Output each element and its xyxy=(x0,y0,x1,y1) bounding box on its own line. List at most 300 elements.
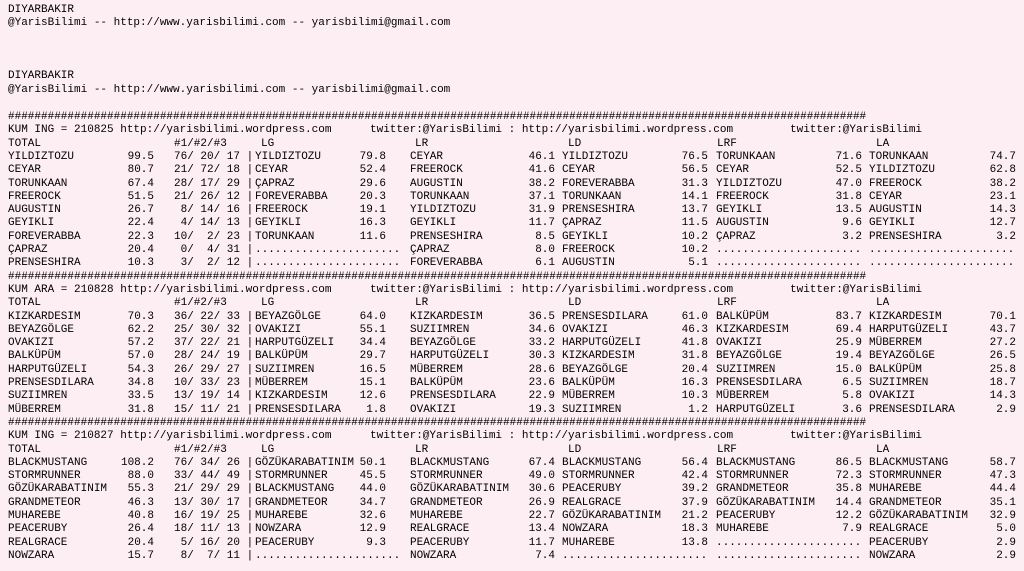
lg-score: 20.3 xyxy=(359,190,386,203)
la-horse: MÜBERREM xyxy=(869,337,922,350)
lg-horse: MUHAREBE xyxy=(255,510,308,522)
ld-horse: FOREVERABBA xyxy=(562,177,635,190)
la-score: 44.4 xyxy=(989,483,1016,496)
lg-score: 79.8 xyxy=(359,150,386,163)
lr-score: 38.2 xyxy=(528,177,555,190)
la-score: 3.2 xyxy=(996,230,1016,243)
la-horse: AUGUSTIN xyxy=(869,204,922,217)
col-lg: LG xyxy=(261,443,275,456)
la-horse: STORMRUNNER xyxy=(869,470,942,483)
la-horse: MUHAREBE xyxy=(869,483,922,496)
placings: 15/ 11/ 21 | xyxy=(174,403,254,416)
lr-horse: GÖZÜKARABATINIM xyxy=(410,483,510,496)
ld-score: 18.3 xyxy=(681,523,708,536)
table-row xyxy=(0,404,1024,417)
lg-score: 12.6 xyxy=(359,390,386,403)
lrf-score: 52.5 xyxy=(835,164,862,177)
placings: 8/ 14/ 16 | xyxy=(174,204,254,217)
la-score: 23.1 xyxy=(989,190,1016,203)
table-row xyxy=(0,257,1024,270)
placings: 4/ 14/ 13 | xyxy=(174,217,254,230)
lrf-horse: HARPUTGÜZELI xyxy=(716,403,796,416)
lrf-horse: TORUNKAAN xyxy=(716,150,776,163)
lrf-horse: ...................... xyxy=(716,257,862,270)
horse-name: KIZKARDESIM xyxy=(8,310,81,323)
lrf-horse: AUGUSTIN xyxy=(716,217,769,230)
la-score: 62.8 xyxy=(989,164,1016,177)
lg-horse: YILDIZTOZU xyxy=(255,150,322,163)
ld-score: 11.5 xyxy=(681,217,708,230)
lr-horse: AUGUSTIN xyxy=(410,177,463,190)
la-score: 18.7 xyxy=(989,377,1016,389)
placings: 16/ 19/ 25 | xyxy=(174,510,254,522)
lr-score: 37.1 xyxy=(528,190,555,203)
ld-horse: PRENSESDILARA xyxy=(562,310,648,323)
ld-score: 31.3 xyxy=(681,177,708,190)
lr-score: 30.6 xyxy=(528,483,555,496)
lrf-score: 47.0 xyxy=(835,177,862,190)
lrf-horse: ...................... xyxy=(716,244,862,256)
lg-horse: TORUNKAAN xyxy=(255,230,315,243)
lrf-score: 72.3 xyxy=(835,470,862,483)
horse-name: SUZIIMREN xyxy=(8,390,68,403)
lr-score: 13.4 xyxy=(528,523,555,536)
horse-name: MUHAREBE xyxy=(8,510,61,522)
lrf-score: 7.9 xyxy=(842,523,862,536)
lrf-horse: MUHAREBE xyxy=(716,523,769,536)
lg-score: 55.1 xyxy=(359,323,386,336)
lrf-score: 12.2 xyxy=(835,510,862,522)
table-row xyxy=(0,217,1024,230)
total-score: 80.7 xyxy=(127,164,154,177)
lg-score: 32.6 xyxy=(359,510,386,522)
lg-horse: BALKÜPÜM xyxy=(255,350,308,363)
lrf-score: 9.6 xyxy=(842,217,862,230)
table-row xyxy=(0,337,1024,350)
header-city-2: DIYARBAKIR xyxy=(8,70,75,82)
ld-horse: AUGUSTIN xyxy=(562,257,615,270)
separator: ################################################################################################################################## xyxy=(8,416,867,429)
lr-score: 28.6 xyxy=(528,363,555,376)
la-score: 14.3 xyxy=(989,390,1016,403)
la-horse: GÖZÜKARABATINIM xyxy=(869,510,969,522)
lr-horse: HARPUTGÜZELI xyxy=(410,350,490,363)
placings: 28/ 17/ 29 | xyxy=(174,177,254,190)
total-score: 99.5 xyxy=(127,150,154,163)
la-score: 27.2 xyxy=(989,337,1016,350)
column-header-row xyxy=(0,297,1024,310)
col-lrf: LRF xyxy=(717,137,737,150)
lr-score: 67.4 xyxy=(528,456,555,469)
lr-score: 22.9 xyxy=(528,390,555,403)
ld-score: 1.2 xyxy=(688,403,708,416)
lr-horse: NOWZARA xyxy=(410,549,457,562)
col-lr: LR xyxy=(415,297,429,310)
col-lr: LR xyxy=(415,443,429,456)
horse-name: BLACKMUSTANG xyxy=(8,456,88,469)
col-total: TOTAL xyxy=(8,297,42,310)
table-row xyxy=(0,470,1024,483)
lg-score: 1.8 xyxy=(366,403,386,416)
lr-horse: KIZKARDESIM xyxy=(410,310,483,323)
la-score: 35.1 xyxy=(989,496,1016,509)
race-title-row xyxy=(0,284,1024,297)
horse-name: PRENSESHIRA xyxy=(8,257,81,270)
ld-score: 14.1 xyxy=(681,190,708,203)
lg-horse: PRENSESDILARA xyxy=(255,403,341,416)
table-row xyxy=(0,244,1024,257)
table-row xyxy=(0,311,1024,324)
la-horse: ...................... xyxy=(869,257,1015,270)
la-score: 2.9 xyxy=(996,549,1016,562)
separator: ################################################################################################################################## xyxy=(8,111,867,123)
ld-horse: GEYIKLI xyxy=(562,230,609,243)
lr-score: 34.6 xyxy=(528,323,555,336)
ld-score: 42.4 xyxy=(681,470,708,483)
lr-horse: FREEROCK xyxy=(410,164,463,177)
lr-horse: GEYIKLI xyxy=(410,217,457,230)
lr-score: 8.5 xyxy=(535,230,555,243)
lg-horse: GRANDMETEOR xyxy=(255,496,328,509)
lr-score: 11.7 xyxy=(528,217,555,230)
la-horse: TORUNKAAN xyxy=(869,150,929,163)
horse-name: MÜBERREM xyxy=(8,403,61,416)
ld-score: 21.2 xyxy=(681,510,708,522)
separator-line xyxy=(0,271,1024,284)
lrf-score: 31.8 xyxy=(835,190,862,203)
horse-name: GÖZÜKARABATINIM xyxy=(8,483,108,496)
lg-horse: PEACERUBY xyxy=(255,536,315,549)
la-horse: CEYAR xyxy=(869,190,903,203)
race-title: KUM ING = 210827 http://yarisbilimi.wordpress.com xyxy=(8,430,332,443)
header-contact-2: @YarisBilimi -- http://www.yarisbilimi.com -- yarisbilimi@gmail.com xyxy=(8,84,451,96)
col-positions: #1/#2/#3 xyxy=(174,137,227,150)
horse-name: ÇAPRAZ xyxy=(8,244,48,256)
lrf-horse: MÜBERREM xyxy=(716,390,769,403)
ld-horse: BALKÜPÜM xyxy=(562,377,615,389)
la-horse: PRENSESDILARA xyxy=(869,403,955,416)
la-horse: ...................... xyxy=(869,244,1015,256)
ld-horse: BEYAZGÖLGE xyxy=(562,363,629,376)
table-row xyxy=(0,350,1024,363)
col-ld: LD xyxy=(568,137,582,150)
lr-score: 46.1 xyxy=(528,150,555,163)
total-score: 62.2 xyxy=(127,323,154,336)
horse-name: TORUNKAAN xyxy=(8,177,68,190)
table-row xyxy=(0,151,1024,164)
table-row xyxy=(0,537,1024,550)
table-row xyxy=(0,191,1024,204)
horse-name: OVAKIZI xyxy=(8,337,55,350)
lr-horse: ÇAPRAZ xyxy=(410,244,450,256)
separator-line xyxy=(0,417,1024,430)
la-horse: HARPUTGÜZELI xyxy=(869,323,949,336)
lrf-horse: PRENSESDILARA xyxy=(716,377,802,389)
placings: 3/ 2/ 12 | xyxy=(174,257,254,270)
lg-horse: ÇAPRAZ xyxy=(255,177,295,190)
ld-score: 76.5 xyxy=(681,150,708,163)
col-la: LA xyxy=(876,297,890,310)
lg-horse: OVAKIZI xyxy=(255,323,302,336)
la-score: 12.7 xyxy=(989,217,1016,230)
la-score: 74.7 xyxy=(989,150,1016,163)
ld-horse: MÜBERREM xyxy=(562,390,615,403)
total-score: 70.3 xyxy=(127,310,154,323)
lrf-score: 15.0 xyxy=(835,363,862,376)
la-score: 26.5 xyxy=(989,350,1016,363)
lg-score: 44.0 xyxy=(359,483,386,496)
lrf-horse: FREEROCK xyxy=(716,190,769,203)
la-score: 5.0 xyxy=(996,523,1016,536)
ld-horse: TORUNKAAN xyxy=(562,190,622,203)
lg-score: 64.0 xyxy=(359,310,386,323)
lr-horse: OVAKIZI xyxy=(410,403,457,416)
la-score: 58.7 xyxy=(989,456,1016,469)
lg-score: 29.7 xyxy=(359,350,386,363)
ld-horse: REALGRACE xyxy=(562,496,622,509)
twitter-handle: twitter:@YarisBilimi xyxy=(790,283,923,296)
placings: 37/ 22/ 21 | xyxy=(174,337,254,350)
lr-score: 8.0 xyxy=(535,244,555,256)
la-score: 25.8 xyxy=(989,363,1016,376)
total-score: 33.5 xyxy=(127,390,154,403)
twitter-handle: twitter:@YarisBilimi xyxy=(790,430,923,443)
placings: 76/ 20/ 17 | xyxy=(174,150,254,163)
lr-horse: PRENSESHIRA xyxy=(410,230,483,243)
lr-horse: REALGRACE xyxy=(410,523,470,536)
horse-name: YILDIZTOZU xyxy=(8,150,75,163)
la-horse: SUZIIMREN xyxy=(869,377,929,389)
ld-score: 10.3 xyxy=(681,390,708,403)
header-city: DIYARBAKIR xyxy=(8,4,75,16)
table-row xyxy=(0,364,1024,377)
lrf-score: 69.4 xyxy=(835,323,862,336)
ld-horse: KIZKARDESIM xyxy=(562,350,635,363)
ld-score: 37.9 xyxy=(681,496,708,509)
lr-score: 33.2 xyxy=(528,337,555,350)
lr-horse: PEACERUBY xyxy=(410,536,470,549)
lg-score: 12.9 xyxy=(359,523,386,536)
ld-score: 41.8 xyxy=(681,337,708,350)
ld-score: 39.2 xyxy=(681,483,708,496)
la-horse: BALKÜPÜM xyxy=(869,363,922,376)
lrf-horse: OVAKIZI xyxy=(716,337,763,350)
lrf-score: 83.7 xyxy=(835,310,862,323)
lrf-score: 13.5 xyxy=(835,204,862,217)
total-score: 108.2 xyxy=(120,456,154,469)
lg-horse: CEYAR xyxy=(255,164,289,177)
lr-horse: MÜBERREM xyxy=(410,363,463,376)
col-la: LA xyxy=(876,443,890,456)
col-total: TOTAL xyxy=(8,137,42,150)
lr-horse: BEYAZGÖLGE xyxy=(410,337,477,350)
ld-score: 5.1 xyxy=(688,257,708,270)
ld-score: 10.2 xyxy=(681,230,708,243)
placings: 10/ 2/ 23 | xyxy=(174,230,254,243)
horse-name: CEYAR xyxy=(8,164,42,177)
header-contact: @YarisBilimi -- http://www.yarisbilimi.com -- yarisbilimi@gmail.com xyxy=(8,17,451,29)
twitter-link: twitter:@YarisBilimi : http://yarisbilimi.wordpress.com xyxy=(370,430,734,443)
lg-horse: ...................... xyxy=(255,257,401,270)
la-score: 14.3 xyxy=(989,204,1016,217)
ld-horse: FREEROCK xyxy=(562,244,615,256)
horse-name: AUGUSTIN xyxy=(8,204,61,217)
la-horse: OVAKIZI xyxy=(869,390,916,403)
lg-score: 16.5 xyxy=(359,363,386,376)
placings: 36/ 22/ 33 | xyxy=(174,310,254,323)
total-score: 55.3 xyxy=(127,483,154,496)
lrf-score: 86.5 xyxy=(835,456,862,469)
la-score: 2.9 xyxy=(996,403,1016,416)
total-score: 10.3 xyxy=(127,257,154,270)
ld-horse: GÖZÜKARABATINIM xyxy=(562,510,662,522)
placings: 13/ 19/ 14 | xyxy=(174,390,254,403)
col-total: TOTAL xyxy=(8,443,42,456)
lr-score: 22.7 xyxy=(528,510,555,522)
placings: 21/ 26/ 12 | xyxy=(174,190,254,203)
lrf-horse: YILDIZTOZU xyxy=(716,177,783,190)
horse-name: GRANDMETEOR xyxy=(8,496,81,509)
column-header-row xyxy=(0,138,1024,151)
lrf-horse: ÇAPRAZ xyxy=(716,230,756,243)
col-la: LA xyxy=(876,137,890,150)
lg-horse: KIZKARDESIM xyxy=(255,390,328,403)
lrf-horse: GRANDMETEOR xyxy=(716,483,789,496)
lrf-horse: GÖZÜKARABATINIM xyxy=(716,496,816,509)
ld-horse: SUZIIMREN xyxy=(562,403,622,416)
lrf-horse: KIZKARDESIM xyxy=(716,323,789,336)
total-score: 34.8 xyxy=(127,377,154,389)
race-title-row xyxy=(0,430,1024,443)
total-score: 20.4 xyxy=(127,244,154,256)
la-horse: FREEROCK xyxy=(869,177,922,190)
lg-score: 19.1 xyxy=(359,204,386,217)
table-row xyxy=(0,178,1024,191)
total-score: 51.5 xyxy=(127,190,154,203)
ld-horse: YILDIZTOZU xyxy=(562,150,629,163)
horse-name: BEYAZGÖLGE xyxy=(8,323,75,336)
lr-horse: MUHAREBE xyxy=(410,510,463,522)
total-score: 22.4 xyxy=(127,217,154,230)
lg-horse: ...................... xyxy=(255,549,401,562)
ld-horse: PEACERUBY xyxy=(562,483,622,496)
ld-score: 16.3 xyxy=(681,377,708,389)
lrf-score: 14.4 xyxy=(835,496,862,509)
placings: 76/ 34/ 26 | xyxy=(174,456,254,469)
table-row xyxy=(0,457,1024,470)
ld-horse: CEYAR xyxy=(562,164,596,177)
la-score: 38.2 xyxy=(989,177,1016,190)
table-row xyxy=(0,377,1024,390)
ld-score: 46.3 xyxy=(681,323,708,336)
race-title-row xyxy=(0,124,1024,137)
total-score: 31.8 xyxy=(127,403,154,416)
ld-horse: STORMRUNNER xyxy=(562,470,635,483)
lrf-score: 5.8 xyxy=(842,390,862,403)
lrf-horse: ...................... xyxy=(716,536,862,549)
lg-horse: NOWZARA xyxy=(255,523,302,536)
placings: 13/ 30/ 17 | xyxy=(174,496,254,509)
lr-horse: SUZIIMREN xyxy=(410,323,470,336)
col-lrf: LRF xyxy=(717,297,737,310)
horse-name: BALKÜPÜM xyxy=(8,350,61,363)
lr-score: 11.7 xyxy=(528,536,555,549)
la-horse: NOWZARA xyxy=(869,549,916,562)
lg-score: 45.5 xyxy=(359,470,386,483)
twitter-link: twitter:@YarisBilimi : http://yarisbilimi.wordpress.com xyxy=(370,283,734,296)
la-horse: BEYAZGÖLGE xyxy=(869,350,936,363)
lg-horse: MÜBERREM xyxy=(255,377,308,389)
ld-horse: PRENSESHIRA xyxy=(562,204,635,217)
lg-horse: GEYIKLI xyxy=(255,217,302,230)
horse-name: NOWZARA xyxy=(8,549,55,562)
col-lg: LG xyxy=(261,137,275,150)
lg-horse: HARPUTGÜZELI xyxy=(255,337,335,350)
lg-horse: FREEROCK xyxy=(255,204,308,217)
placings: 10/ 33/ 23 | xyxy=(174,377,254,389)
la-score: 47.3 xyxy=(989,470,1016,483)
lrf-horse: BEYAZGÖLGE xyxy=(716,350,783,363)
la-horse: PRENSESHIRA xyxy=(869,230,942,243)
lr-horse: GRANDMETEOR xyxy=(410,496,483,509)
lrf-horse: BALKÜPÜM xyxy=(716,310,769,323)
twitter-link: twitter:@YarisBilimi : http://yarisbilimi.wordpress.com xyxy=(370,124,734,137)
horse-name: STORMRUNNER xyxy=(8,470,81,483)
ld-score: 20.4 xyxy=(681,363,708,376)
ld-score: 10.2 xyxy=(681,244,708,256)
total-score: 40.8 xyxy=(127,510,154,522)
total-score: 20.4 xyxy=(127,536,154,549)
table-row xyxy=(0,204,1024,217)
lr-score: 41.6 xyxy=(528,164,555,177)
lr-horse: YILDIZTOZU xyxy=(410,204,477,217)
col-positions: #1/#2/#3 xyxy=(174,297,227,310)
lrf-horse: GEYIKLI xyxy=(716,204,763,217)
lg-score: 34.4 xyxy=(359,337,386,350)
table-row xyxy=(0,550,1024,563)
lg-horse: BEYAZGÖLGE xyxy=(255,310,322,323)
col-lr: LR xyxy=(415,137,429,150)
ld-horse: ÇAPRAZ xyxy=(562,217,602,230)
la-horse: GEYIKLI xyxy=(869,217,916,230)
la-score: 70.1 xyxy=(989,310,1016,323)
total-score: 57.0 xyxy=(127,350,154,363)
placings: 33/ 44/ 49 | xyxy=(174,470,254,483)
la-score: 43.7 xyxy=(989,323,1016,336)
placings: 0/ 4/ 31 | xyxy=(174,244,254,256)
lg-horse: SUZIIMREN xyxy=(255,363,315,376)
la-horse: GRANDMETEOR xyxy=(869,496,942,509)
placings: 28/ 24/ 19 | xyxy=(174,350,254,363)
ld-score: 61.0 xyxy=(681,310,708,323)
race-title: KUM ING = 210825 http://yarisbilimi.wordpress.com xyxy=(8,124,332,137)
lr-horse: CEYAR xyxy=(410,150,444,163)
la-horse: PEACERUBY xyxy=(869,536,929,549)
table-row xyxy=(0,164,1024,177)
horse-name: HARPUTGÜZELI xyxy=(8,363,88,376)
lrf-score: 3.2 xyxy=(842,230,862,243)
la-score: 2.9 xyxy=(996,536,1016,549)
total-score: 26.7 xyxy=(127,204,154,217)
ld-horse: MUHAREBE xyxy=(562,536,615,549)
lr-horse: STORMRUNNER xyxy=(410,470,483,483)
separator-line xyxy=(0,111,1024,124)
total-score: 54.3 xyxy=(127,363,154,376)
col-positions: #1/#2/#3 xyxy=(174,443,227,456)
table-row xyxy=(0,497,1024,510)
placings: 18/ 11/ 13 | xyxy=(174,523,254,536)
lr-score: 49.0 xyxy=(528,470,555,483)
